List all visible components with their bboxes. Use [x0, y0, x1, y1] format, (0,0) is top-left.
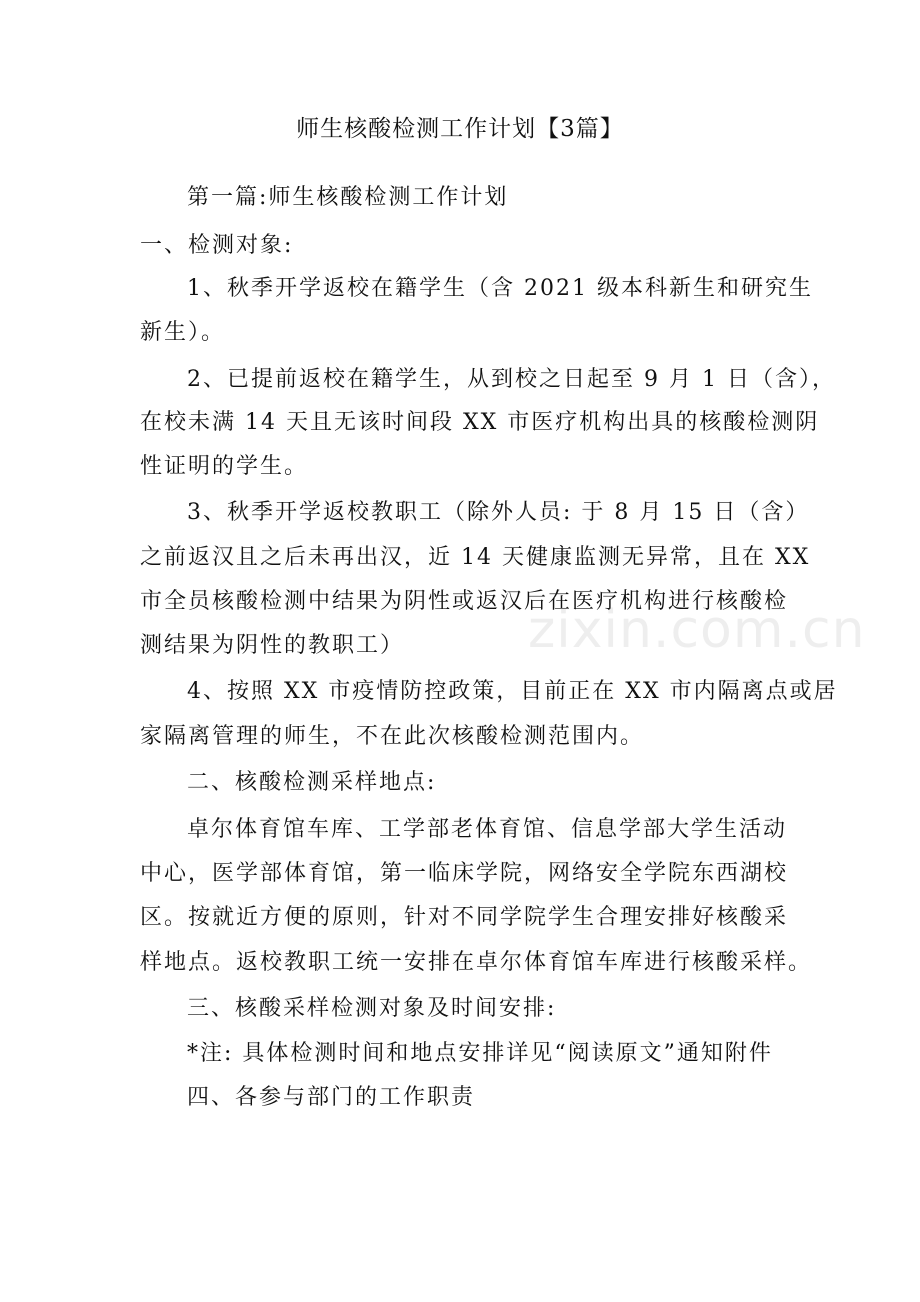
- paragraph-line: 家隔离管理的师生，不在此次核酸检测范围内。: [140, 724, 645, 749]
- section-heading-schedule: 三、核酸采样检测对象及时间安排:: [187, 996, 557, 1021]
- note-line: *注: 具体检测时间和地点安排详见“阅读原文”通知附件: [187, 1041, 773, 1066]
- watermark: zixin.com.cn: [528, 600, 866, 660]
- paragraph-line: 1、秋季开学返校在籍学生（含 2021 级本科新生和研究生: [187, 276, 813, 301]
- section-heading-part-one: 第一篇:师生核酸检测工作计划: [187, 185, 509, 210]
- paragraph-line: 卓尔体育馆车库、工学部老体育馆、信息学部大学生活动: [187, 817, 788, 842]
- paragraph-line: 中心，医学部体育馆，第一临床学院，网络安全学院东西湖校: [140, 861, 789, 886]
- paragraph-line: 之前返汉且之后未再出汉，近 14 天健康监测无异常，且在 XX: [140, 545, 811, 570]
- paragraph-line: 2、已提前返校在籍学生，从到校之日起至 9 月 1 日（含），: [187, 367, 836, 392]
- document-title: 师生核酸检测工作计划【3篇】: [296, 116, 624, 142]
- paragraph-line: 4、按照 XX 市疫情防控政策，目前正在 XX 市内隔离点或居: [187, 679, 838, 704]
- section-heading-targets: 一、检测对象:: [140, 233, 294, 258]
- paragraph-line: 市全员核酸检测中结果为阴性或返汉后在医疗机构进行核酸检: [140, 589, 789, 614]
- paragraph-line: 测结果为阴性的教职工）: [140, 633, 405, 658]
- section-heading-responsibilities: 四、各参与部门的工作职责: [187, 1085, 476, 1110]
- section-heading-sampling-sites: 二、核酸检测采样地点:: [187, 770, 437, 795]
- paragraph-line: 性证明的学生。: [140, 454, 309, 479]
- paragraph-line: 在校未满 14 天且无该时间段 XX 市医疗机构出具的核酸检测阴: [140, 410, 820, 435]
- paragraph-line: 样地点。返校教职工统一安排在卓尔体育馆车库进行核酸采样。: [140, 950, 813, 975]
- paragraph-line: 区。按就近方便的原则，针对不同学院学生合理安排好核酸采: [140, 905, 789, 930]
- paragraph-line: 3、秋季开学返校教职工（除外人员: 于 8 月 15 日（含）: [187, 500, 810, 525]
- paragraph-line: 新生）。: [140, 320, 226, 345]
